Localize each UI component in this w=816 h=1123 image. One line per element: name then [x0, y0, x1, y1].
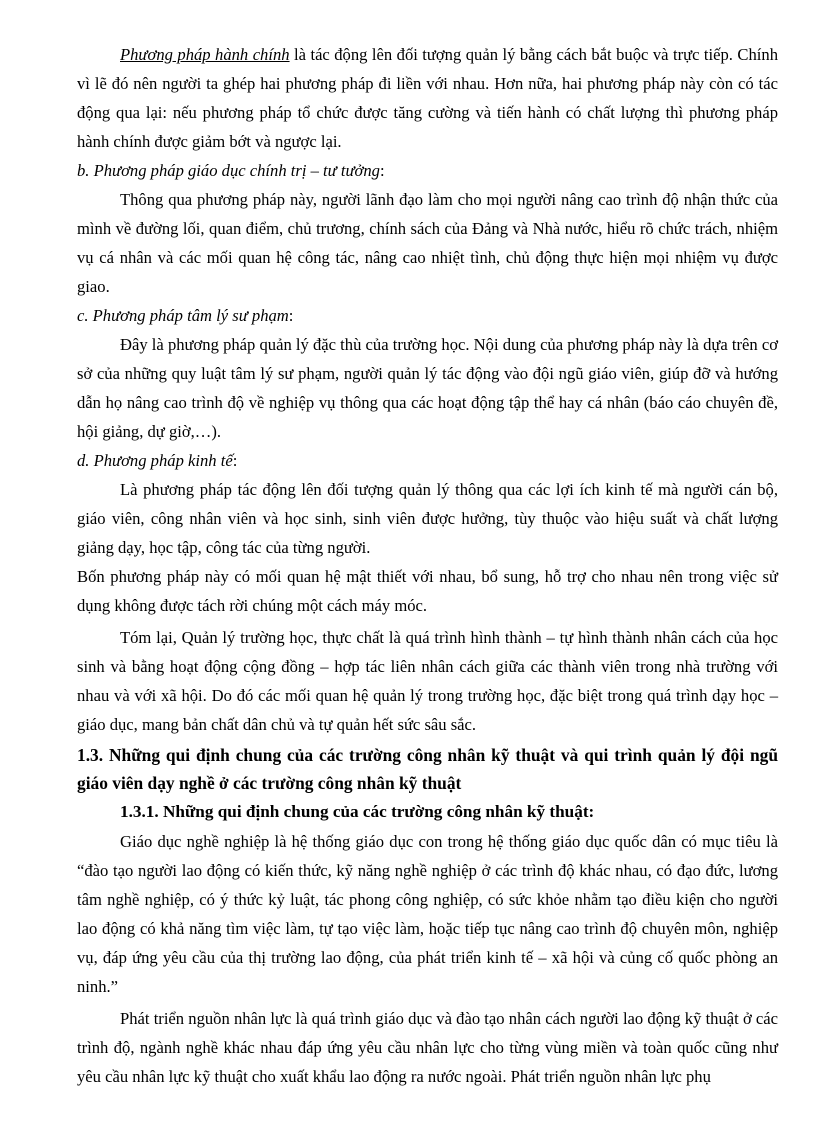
subheading-c — [77, 301, 778, 330]
paragraph-text: là tác động lên đối tượng quản lý bằng cách bắt buộc và trực tiếp. Chính vì lẽ đó nên người ta ghép hai phương pháp đi liền với nhau. Hơn nữa, hai phương pháp này còn có tác động qua lại: nếu phương pháp tổ chức được tăng cường và tiến hành có chất lượng thì phương pháp hành chính được giảm bớt và ngược lại. — [77, 45, 778, 151]
subheading-colon: : — [232, 451, 238, 470]
subheading-c-text: c. Phương pháp tâm lý sư phạm — [77, 306, 289, 325]
paragraph-vocational-education: Giáo dục nghề nghiệp là hệ thống giáo dục con trong hệ thống giáo dục quốc dân có mục tiêu là “đào tạo người lao động có kiến thức, kỹ năng nghề nghiệp ở các trình độ khác nhau, có đạo đức, lương tâm nghề nghiệp, có ý thức kỷ luật, tác phong công nghiệp, có sức khỏe nhằm tạo điều kiện cho người lao động có khả năng tìm việc làm, tự tạo việc làm, hoặc tiếp tục nâng cao trình độ chuyên môn, nghiệp vụ, đáp ứng yêu cầu của thị trường lao động, của phát triển kinh tế – xã hội và củng cố quốc phòng an ninh.” — [77, 832, 778, 996]
subheading-colon: : — [288, 306, 294, 325]
document-page — [77, 40, 778, 1091]
paragraph-administrative-method — [77, 40, 778, 156]
section-heading-1-3-1: 1.3.1. Những qui định chung của các trường công nhân kỹ thuật: — [120, 802, 595, 821]
paragraph-political-education: Thông qua phương pháp này, người lãnh đạo làm cho mọi người nâng cao trình độ nhận thức của mình về đường lối, quan điểm, chủ trương, chính sách của Đảng và Nhà nước, hiểu rõ chức trách, nhiệm vụ cá nhân và các mối quan hệ công tác, nâng cao nhiệt tình, chủ động thực hiện mọi nhiệm vụ được giao. — [77, 190, 778, 296]
paragraph-four-methods-note: Bốn phương pháp này có mối quan hệ mật thiết với nhau, bổ sung, hỗ trợ cho nhau nên trong việc sử dụng không được tách rời chúng một cách máy móc. — [77, 567, 778, 615]
paragraph-summary: Tóm lại, Quản lý trường học, thực chất là quá trình hình thành – tự hình thành nhân cách của học sinh và bằng hoạt động cộng đồng – hợp tác liên nhân cách giữa các thành viên trong nhà trường với nhau và với xã hội. Do đó các mối quan hệ quản lý trong trường học, đặc biệt trong quá trình dạy học – giáo dục, mang bản chất dân chủ và tự quản hết sức sâu sắc. — [77, 628, 778, 734]
subheading-colon: : — [379, 161, 385, 180]
section-heading-1-3: 1.3. Những qui định chung của các trường công nhân kỹ thuật và qui trình quản lý đội ngũ giáo viên dạy nghề ở các trường công nhân kỹ thuật — [77, 745, 778, 793]
paragraph-economic-method: Là phương pháp tác động lên đối tượng quản lý thông qua các lợi ích kinh tế mà người cán bộ, giáo viên, công nhân viên và học sinh, sinh viên được hưởng, tùy thuộc vào hiệu suất và chất lượng giảng dạy, học tập, công tác của từng người. — [77, 480, 778, 557]
subheading-d-text: d. Phương pháp kinh tế — [77, 451, 233, 470]
subheading-b — [77, 156, 778, 185]
subheading-d — [77, 446, 778, 475]
paragraph-human-resources: Phát triển nguồn nhân lực là quá trình giáo dục và đào tạo nhân cách người lao động kỹ thuật ở các trình độ, ngành nghề khác nhau đáp ứng yêu cầu nhân lực cho từng vùng miền và toàn quốc cũng như yêu cầu nhân lực kỹ thuật cho xuất khẩu lao động ra nước ngoài. Phát triển nguồn nhân lực phụ — [77, 1009, 778, 1086]
paragraph-pedagogical-psychology: Đây là phương pháp quản lý đặc thù của trường học. Nội dung của phương pháp này là dựa trên cơ sở của những quy luật tâm lý sư phạm, người quản lý tác động vào đội ngũ giáo viên, giúp đỡ và hướng dẫn họ nâng cao trình độ về nghiệp vụ thông qua các hoạt động tập thể hay cá nhân (báo cáo chuyên đề, hội giảng, dự giờ,…). — [77, 335, 778, 441]
term-administrative-method: Phương pháp hành chính — [120, 45, 290, 64]
subheading-b-text: b. Phương pháp giáo dục chính trị – tư tưởng — [77, 161, 380, 180]
